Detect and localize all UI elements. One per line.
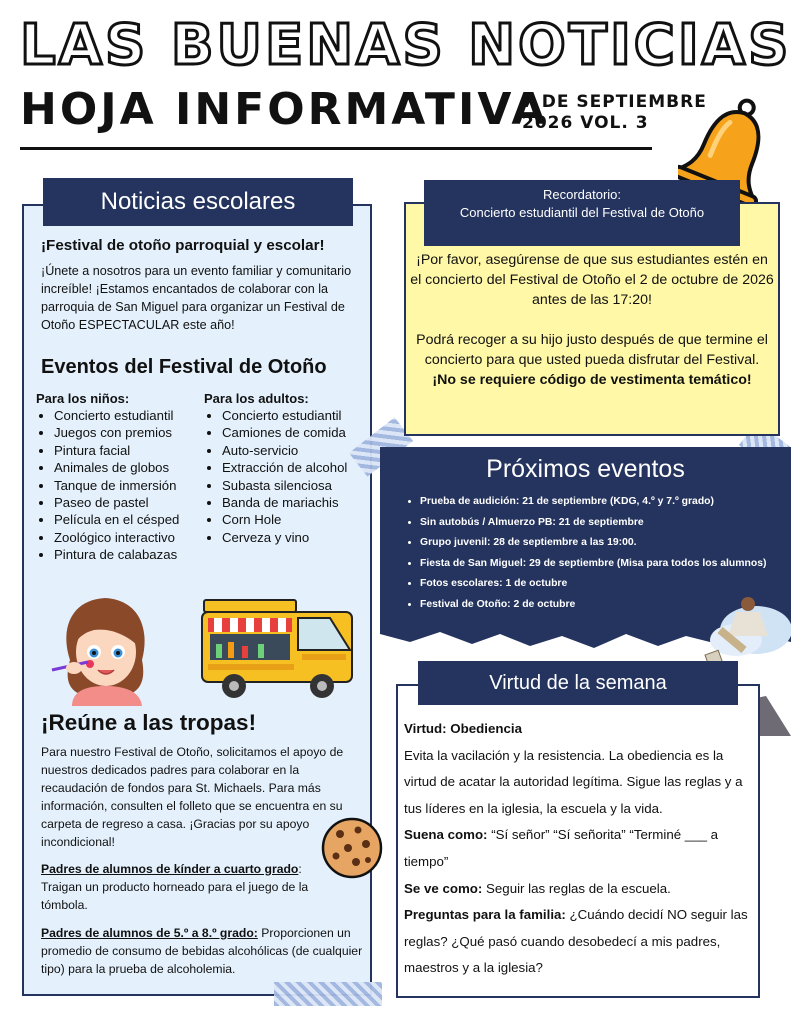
kids-event-item: • Pintura facial bbox=[54, 442, 206, 459]
adults-event-item: • Auto-servicio bbox=[222, 442, 364, 459]
questions-text: ¿Cuándo decidí NO seguir las reglas? ¿Qué pasó cuando desobedecí a mis padres, maestros y a la iglesia? bbox=[404, 907, 748, 976]
face-painting-illustration bbox=[50, 590, 160, 706]
kids-event-item: • Juegos con premios bbox=[54, 424, 206, 441]
troops-title: ¡Reúne a las tropas! bbox=[41, 710, 257, 735]
kids-heading: Para los niños: bbox=[36, 391, 130, 406]
kids-event-item: • Zoológico interactivo bbox=[54, 529, 206, 546]
adults-event-item: • Banda de mariachis bbox=[222, 494, 364, 511]
kids-list bbox=[36, 407, 206, 564]
upcoming-events-heading: Próximos eventos bbox=[486, 455, 685, 483]
adults-event-item: • Subasta silenciosa bbox=[222, 477, 364, 494]
adults-event-item: • Cerveza y vino bbox=[222, 529, 364, 546]
parents-58-note bbox=[41, 924, 365, 978]
upcoming-event-item: • Festival de Otoño: 2 de octubre bbox=[420, 595, 791, 616]
food-truck-illustration bbox=[198, 594, 360, 702]
reminder-label: Recordatorio: bbox=[542, 187, 622, 202]
adults-events bbox=[204, 390, 364, 546]
upcoming-event-item: • Prueba de audición: 21 de septiembre (KDG, 4.º y 7.º grado) bbox=[420, 492, 791, 513]
parents-k4-label: Padres de alumnos de kínder a cuarto grado bbox=[41, 862, 299, 876]
reminder-text-1: ¡Por favor, asegúrense de que sus estudiantes estén en el concierto del Festival de Otoño el 2 de octubre de 2026 antes de las 17:20! bbox=[410, 252, 774, 308]
looks-text: Seguir las reglas de la escuela. bbox=[486, 880, 671, 896]
parents-58-label: Padres de alumnos de 5.º a 8.º grado: bbox=[41, 926, 258, 940]
upcoming-event-item: • Fotos escolares: 1 de octubre bbox=[420, 574, 791, 595]
virtue-label: Virtud: Obediencia bbox=[404, 721, 522, 736]
kids-events bbox=[36, 390, 206, 564]
kids-event-item: • Paseo de pastel bbox=[54, 494, 206, 511]
newsletter-title: LAS BUENAS NOTICIAS bbox=[20, 13, 791, 78]
upcoming-event-item: • Fiesta de San Miguel: 29 de septiembre (Misa para todos los alumnos) bbox=[420, 554, 791, 575]
reminder-heading bbox=[424, 180, 740, 246]
upcoming-event-item: • Grupo juvenil: 28 de septiembre a las 19:00. bbox=[420, 533, 791, 554]
troops-text: Para nuestro Festival de Otoño, solicitamos el apoyo de nuestros dedicados padres para colaborar en la recaudación de fondos para St. Michaels. Para más información, consulten el folleto que se encuentra en su carpeta de regreso a casa. ¡Gracias por su apoyo incondicional! bbox=[41, 745, 344, 849]
kids-event-item: • Pintura de calabazas bbox=[54, 546, 206, 563]
adults-event-item: • Camiones de comida bbox=[222, 424, 364, 441]
reminder-text-2: Podrá recoger a su hijo justo después de que termine el concierto para que usted pueda disfrutar del Festival. bbox=[416, 332, 768, 368]
festival-text: ¡Únete a nosotros para un evento familiar y comunitario increíble! ¡Estamos encantados de colaborar con la parroquia de San Miguel para organizar un Festival de Otoño ESPECTACULAR este año! bbox=[41, 264, 352, 332]
parents-k4-text: Traigan un producto horneado para el juego de la tómbola. bbox=[41, 880, 309, 912]
issue-date-line1: 7 DE SEPTIEMBRE bbox=[522, 92, 707, 112]
virtue-questions bbox=[404, 902, 756, 982]
cookie-icon bbox=[320, 816, 384, 880]
upcoming-event-item: • Sin autobús / Almuerzo PB: 21 de septiembre bbox=[420, 513, 791, 534]
virtue-description: Evita la vacilación y la resistencia. La obediencia es la virtud de acatar la autoridad legítima. Sigue las reglas y a tus líderes en la iglesia, la escuela y la vida. bbox=[404, 747, 743, 816]
looks-label: Se ve como: bbox=[404, 880, 483, 896]
newsletter-subtitle: HOJA INFORMATIVA bbox=[20, 84, 549, 135]
adults-list bbox=[204, 407, 364, 546]
adults-event-item: • Concierto estudiantil bbox=[222, 407, 364, 424]
kids-event-item: • Película en el césped bbox=[54, 511, 206, 528]
sounds-text: “Sí señor” “Sí señorita” “Terminé ___ a tiempo” bbox=[404, 827, 719, 869]
decorative-tape bbox=[274, 982, 382, 1006]
reminder-body bbox=[410, 250, 774, 390]
sounds-label: Suena como: bbox=[404, 827, 488, 843]
virtue-sounds bbox=[404, 822, 756, 875]
virtue-looks bbox=[404, 876, 756, 903]
questions-label: Preguntas para la familia: bbox=[404, 907, 566, 923]
school-news-heading: Noticias escolares bbox=[43, 178, 353, 226]
festival-title: ¡Festival de otoño parroquial y escolar! bbox=[41, 237, 325, 254]
virtue-body bbox=[404, 716, 756, 982]
issue-date-line2: 2026 VOL. 3 bbox=[522, 113, 649, 133]
adults-event-item: • Extracción de alcohol bbox=[222, 459, 364, 476]
reminder-text-3: ¡No se requiere código de vestimenta temático! bbox=[432, 372, 752, 388]
events-title: Eventos del Festival de Otoño bbox=[41, 356, 327, 378]
parents-k4-note: Padres de alumnos de kínder a cuarto grado: Traigan un producto horneado para el juego de la tómbola. bbox=[41, 862, 309, 912]
adults-heading: Para los adultos: bbox=[204, 391, 309, 406]
header-divider bbox=[20, 147, 652, 150]
kids-event-item: • Animales de globos bbox=[54, 459, 206, 476]
parents-58-text: Proporcionen un promedio de consumo de bebidas alcohólicas (de cualquier tipo) para la prueba de alcoholemia. bbox=[41, 926, 363, 976]
kids-event-item: • Concierto estudiantil bbox=[54, 407, 206, 424]
adults-event-item: • Corn Hole bbox=[222, 511, 364, 528]
kids-event-item: • Tanque de inmersión bbox=[54, 477, 206, 494]
reminder-title: Concierto estudiantil del Festival de Otoño bbox=[459, 205, 705, 220]
virtue-heading: Virtud de la semana bbox=[418, 661, 738, 705]
